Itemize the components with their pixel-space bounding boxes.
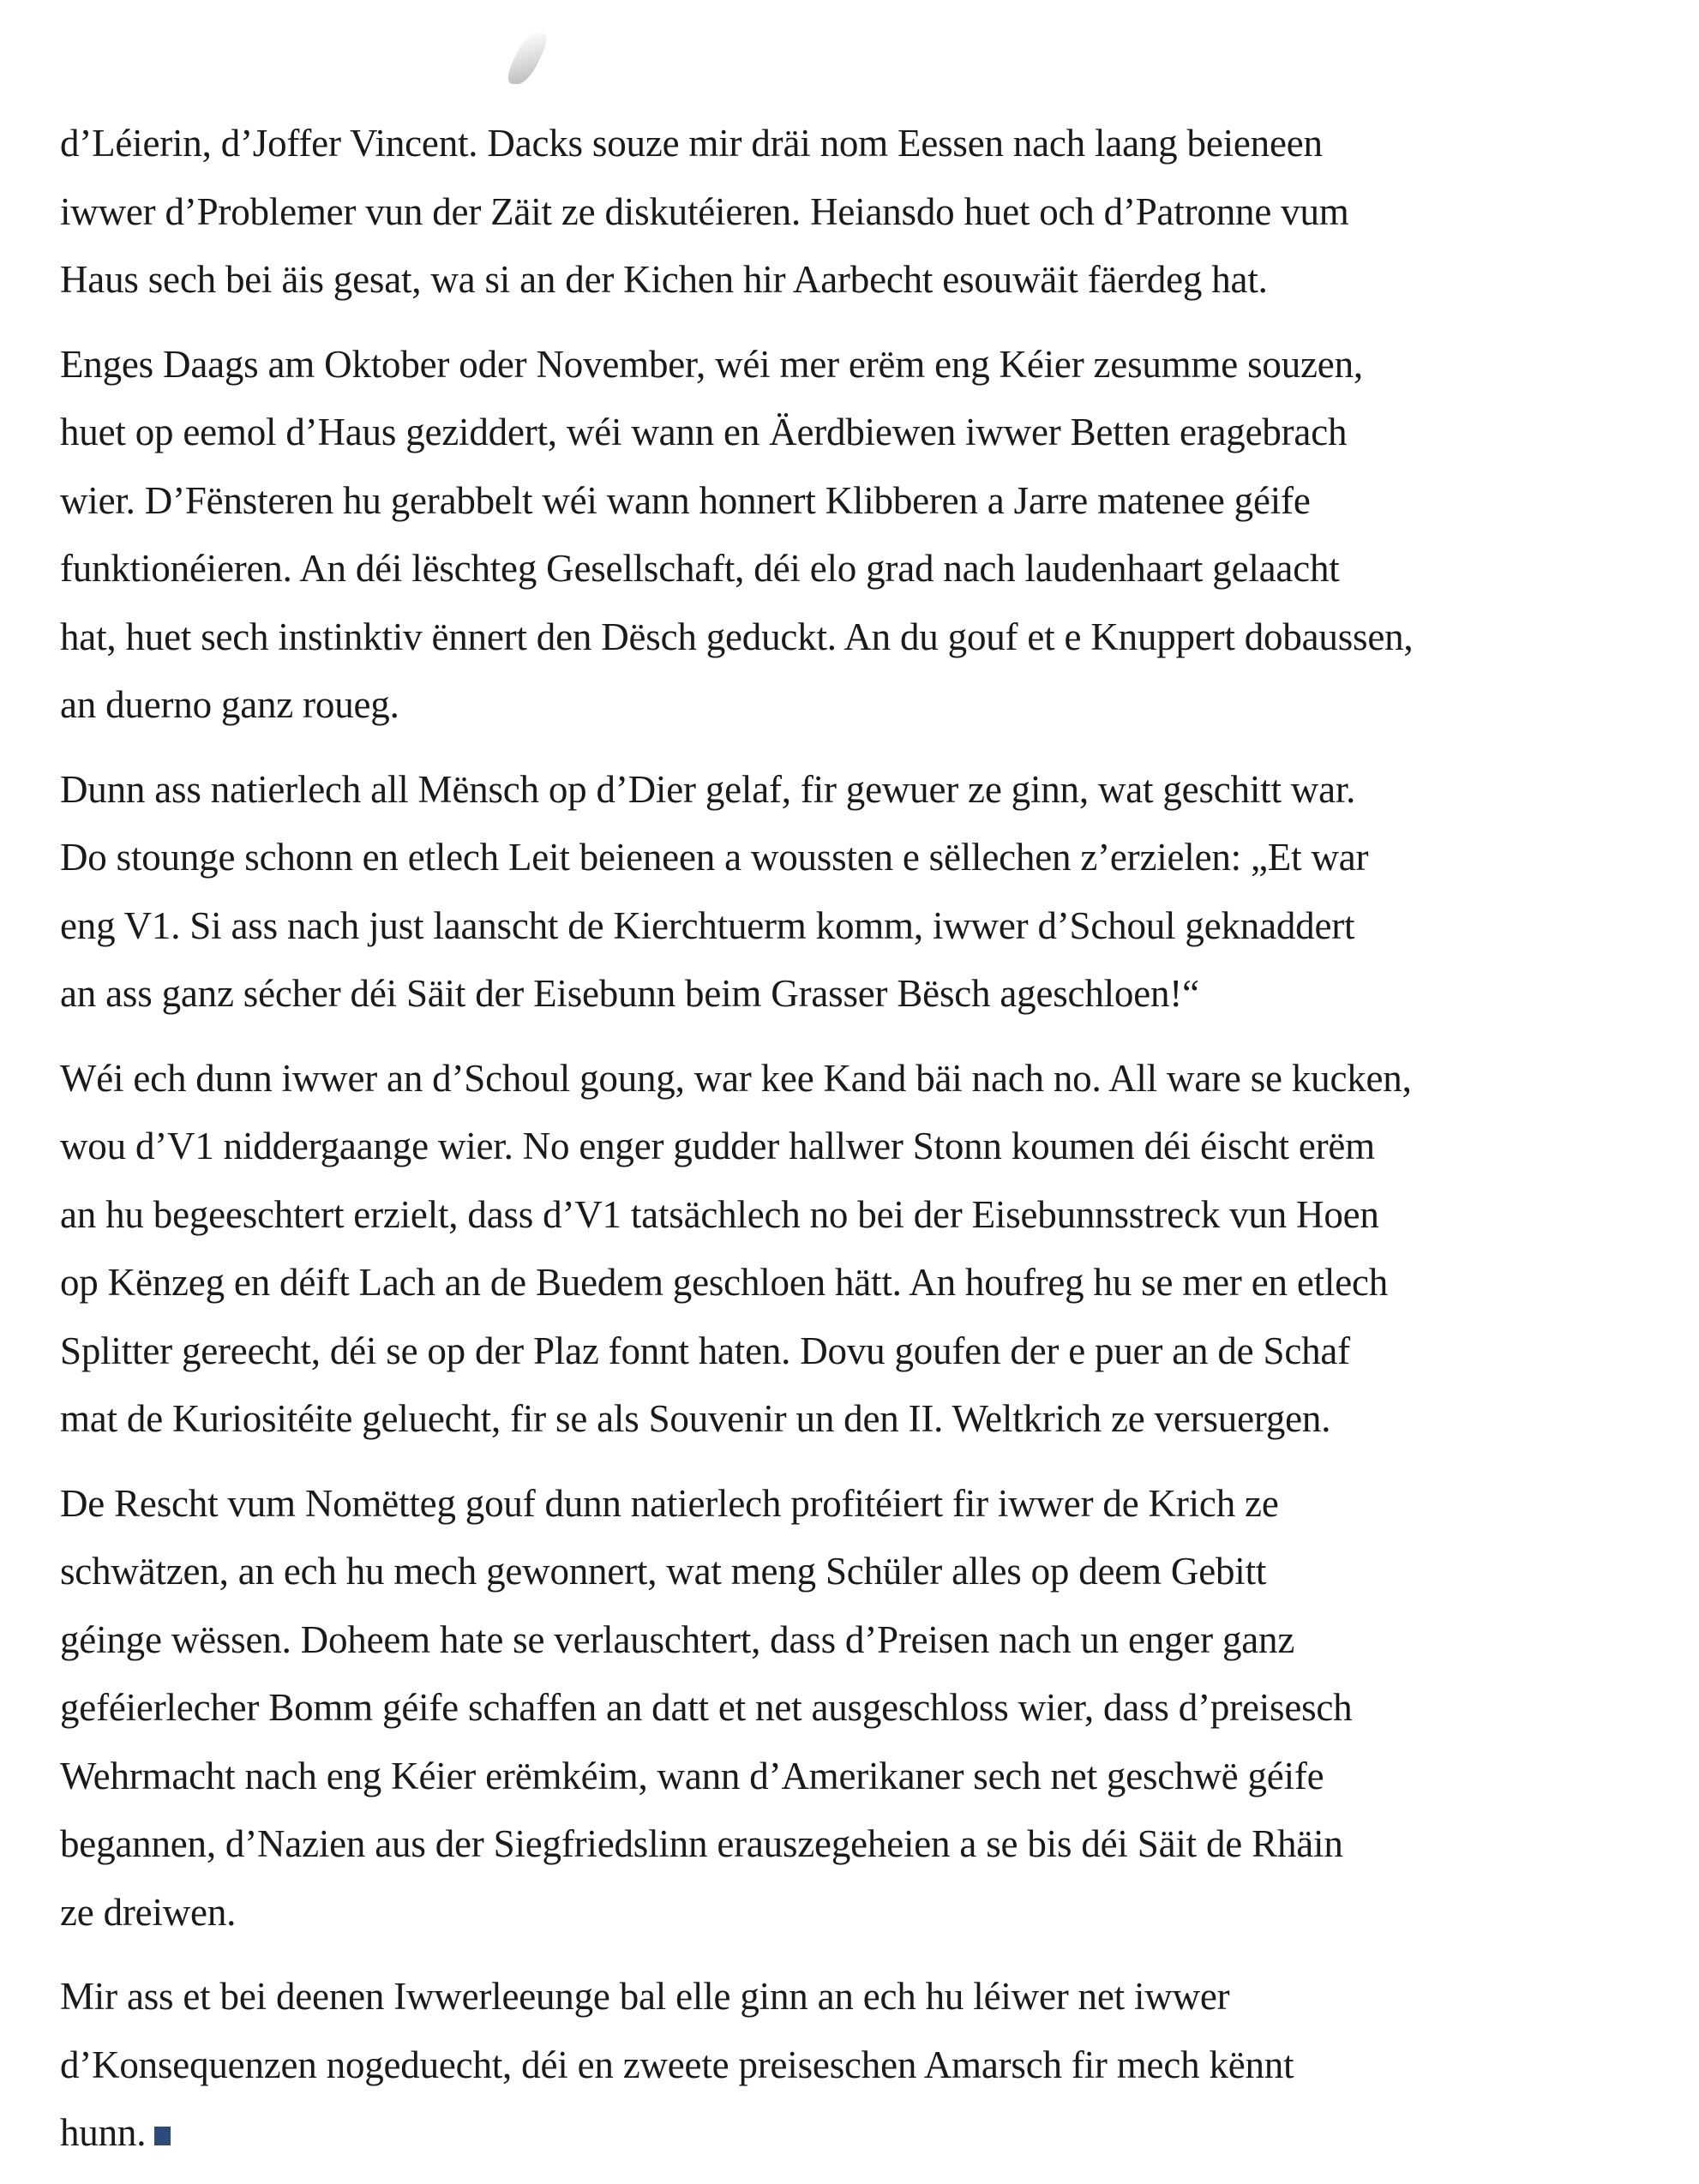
text-line: wier. D’Fënsteren hu gerabbelt wéi wann honnert Klibberen a Jarre matenee géife bbox=[60, 478, 1311, 522]
text-line: an ass ganz sécher déi Säit der Eisebunn beim Grasser Bësch ageschloen!“ bbox=[60, 972, 1199, 1015]
text-line: De Rescht vum Nomëtteg gouf dunn natierlech profitéiert fir iwwer de Krich ze bbox=[60, 1481, 1279, 1525]
text-line: Wéi ech dunn iwwer an d’Schoul goung, war kee Kand bäi nach no. All ware se kucken, bbox=[60, 1056, 1412, 1100]
text-line: mat de Kuriositéite geluecht, fir se als Souvenir un den II. Weltkrich ze versuergen. bbox=[60, 1397, 1331, 1440]
paragraph-6 bbox=[60, 1963, 1644, 2168]
text-line: hat, huet sech instinktiv ënnert den Dësch geduckt. An du gouf et e Knuppert dobaussen, bbox=[60, 615, 1414, 658]
text-line: schwätzen, an ech hu mech gewonnert, wat meng Schüler alles op deem Gebitt bbox=[60, 1550, 1267, 1593]
paragraph-4 bbox=[60, 1045, 1644, 1454]
text-line: an hu begeeschtert erzielt, dass d’V1 tatsächlech no bei der Eisebunnsstreck vun Hoen bbox=[60, 1192, 1379, 1236]
text-line: iwwer d’Problemer vun der Zäit ze diskutéieren. Heiansdo huet och d’Patronne vum bbox=[60, 189, 1349, 233]
text-line: geféierlecher Bomm géife schaffen an datt et net ausgeschloss wier, dass d’preisesch bbox=[60, 1686, 1353, 1729]
text-line: Do stounge schonn en etlech Leit beieneen a woussten e sëllechen z’erzielen: „Et war bbox=[60, 836, 1369, 879]
paragraph-3 bbox=[60, 756, 1644, 1029]
text-line: Wehrmacht nach eng Kéier erëmkéim, wann d’Amerikaner sech net geschwë géife bbox=[60, 1754, 1324, 1797]
text-line: huet op eemol d’Haus geziddert, wéi wann en Äerdbiewen iwwer Betten eragebrach bbox=[60, 411, 1348, 453]
end-of-article-square-icon bbox=[154, 2127, 171, 2145]
text-line: Mir ass et bei deenen Iwwerleeunge bal elle ginn an ech hu léiwer net iwwer bbox=[60, 1975, 1230, 2018]
text-line-content: hunn. bbox=[60, 2111, 147, 2154]
text-line: funktionéieren. An déi lëschteg Gesellschaft, déi elo grad nach laudenhaart gelaacht bbox=[60, 547, 1340, 590]
text-line: Enges Daags am Oktober oder November, wéi mer erëm eng Kéier zesumme souzen, bbox=[60, 342, 1363, 386]
text-line: Haus sech bei äis gesat, wa si an der Kichen hir Aarbecht esouwäit fäerdeg hat. bbox=[60, 258, 1268, 301]
text-line: op Kënzeg en déift Lach an de Buedem geschloen hätt. An houfreg hu se mer en etlech bbox=[60, 1261, 1389, 1304]
text-line: an duerno ganz roueg. bbox=[60, 683, 399, 726]
paragraph-5 bbox=[60, 1470, 1644, 1947]
text-line: ze dreiwen. bbox=[60, 1890, 237, 1934]
article-body bbox=[60, 110, 1644, 2184]
text-line: d’Léierin, d’Joffer Vincent. Dacks souze mir dräi nom Eessen nach laang beieneen bbox=[60, 122, 1323, 165]
paragraph-1 bbox=[60, 110, 1644, 315]
text-line: Dunn ass natierlech all Mënsch op d’Dier gelaf, fir gewuer ze ginn, wat geschitt war. bbox=[60, 767, 1356, 811]
text-line: eng V1. Si ass nach just laanscht de Kierchtuerm komm, iwwer d’Schoul geknaddert bbox=[60, 903, 1355, 947]
scan-smudge bbox=[502, 33, 552, 84]
text-line: d’Konsequenzen nogeduecht, déi en zweete preiseschen Amarsch fir mech kënnt bbox=[60, 2043, 1294, 2086]
paragraph-2 bbox=[60, 331, 1644, 740]
text-line: Splitter gereecht, déi se op der Plaz fonnt haten. Dovu goufen der e puer an de Schaf bbox=[60, 1329, 1350, 1372]
text-line: begannen, d’Nazien aus der Siegfriedslinn erauszegeheien a se bis déi Säit de Rhäin bbox=[60, 1822, 1343, 1865]
text-line: géinge wëssen. Doheem hate se verlauschtert, dass d’Preisen nach un enger ganz bbox=[60, 1617, 1295, 1661]
text-line bbox=[60, 2099, 1644, 2168]
text-line: wou d’V1 niddergaange wier. No enger gudder hallwer Stonn koumen déi éischt erëm bbox=[60, 1125, 1375, 1167]
